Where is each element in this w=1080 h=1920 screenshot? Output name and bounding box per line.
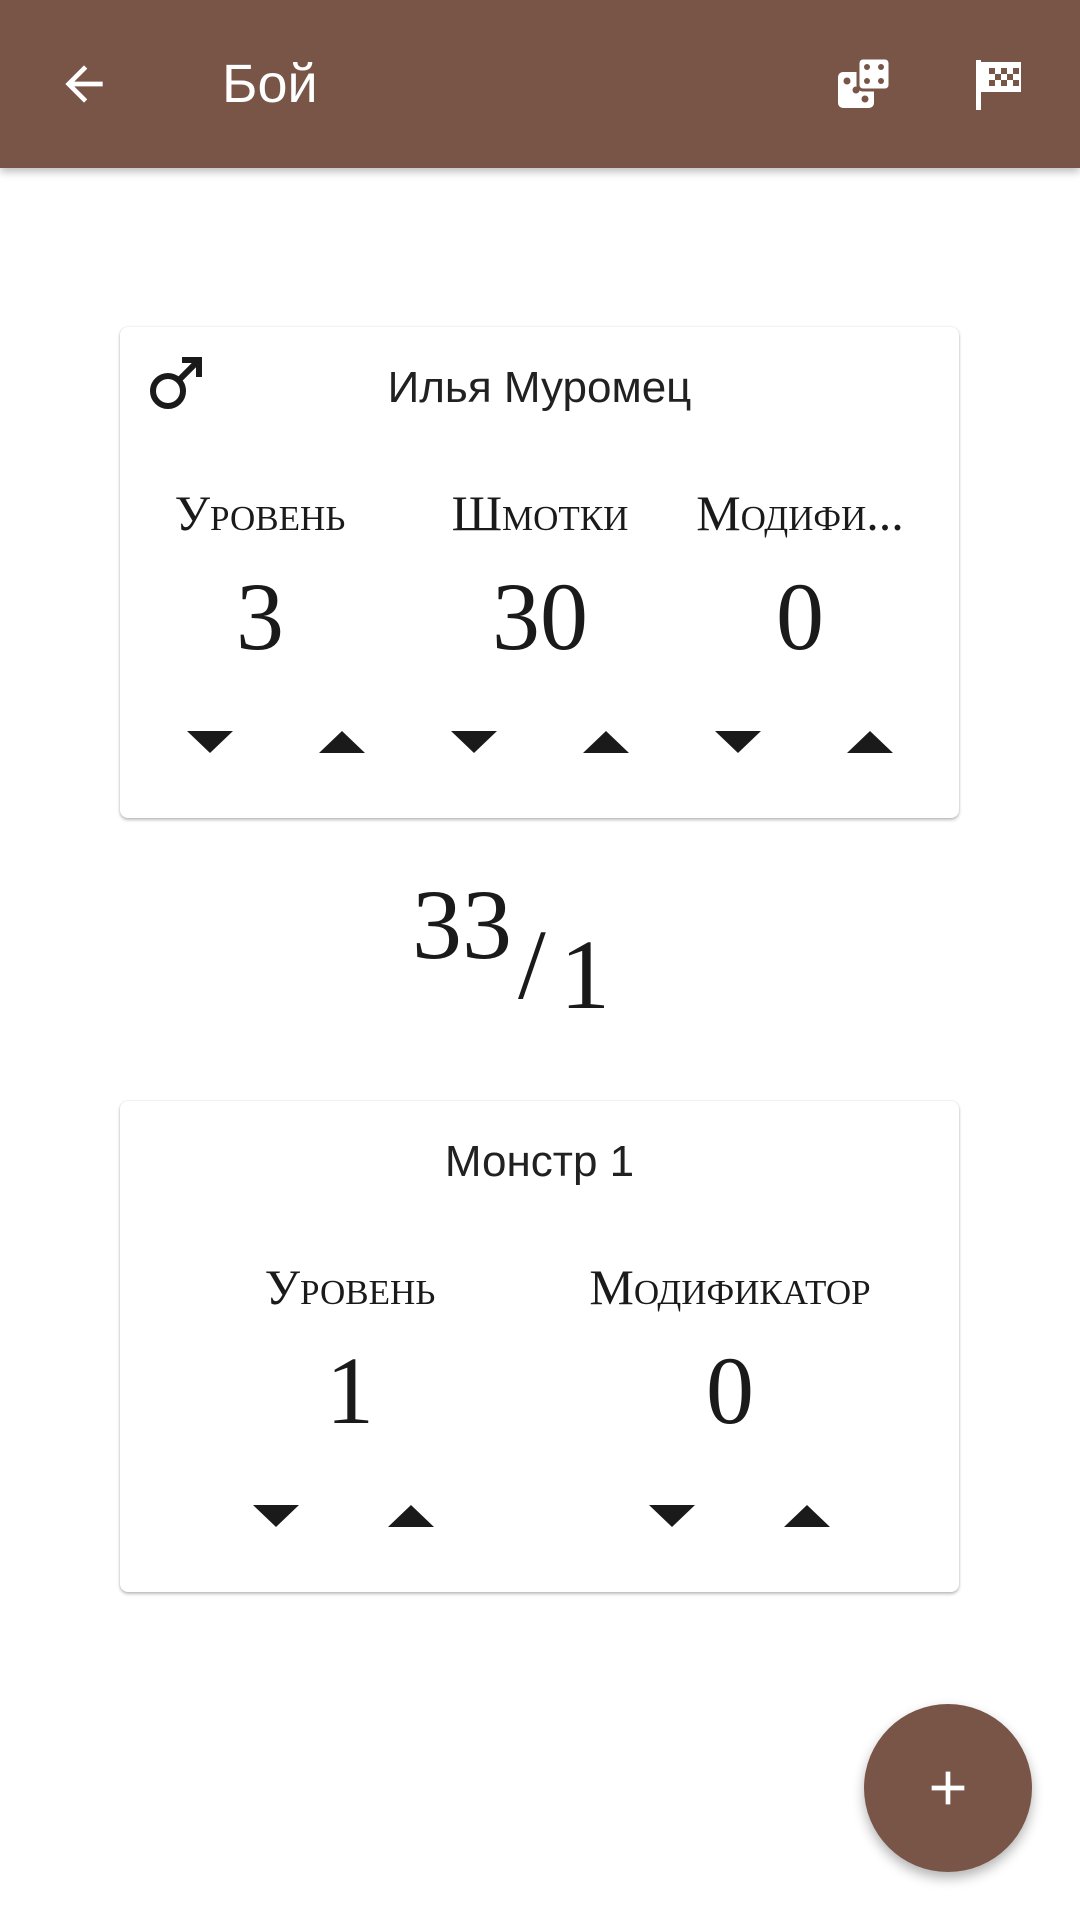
monster-name: Монстр 1: [444, 1137, 635, 1186]
monster-modifier-value: 0: [706, 1337, 754, 1444]
monster-modifier-increase-button[interactable]: [777, 1496, 837, 1536]
hero-modifier-value: 0: [776, 563, 824, 670]
hero-level-increase-button[interactable]: [312, 722, 372, 762]
monster-card[interactable]: [120, 1101, 959, 1592]
monster-level-increase-button[interactable]: [381, 1496, 441, 1536]
arrow-down-icon: [715, 731, 761, 753]
hero-modifier-label: Модифи...: [696, 485, 904, 541]
monster-level-decrease-button[interactable]: [246, 1496, 306, 1536]
roll-dice-button[interactable]: [832, 52, 896, 116]
app-bar: [0, 0, 1080, 168]
monster-level-value: 1: [326, 1337, 374, 1444]
hero-strength: 33: [412, 869, 512, 980]
arrow-up-icon: [388, 1505, 434, 1527]
arrow-down-icon: [451, 731, 497, 753]
arrow-down-icon: [253, 1505, 299, 1527]
arrow-down-icon: [187, 731, 233, 753]
score-separator: /: [518, 909, 546, 1020]
monster-level-label: Уровень: [264, 1259, 436, 1315]
hero-modifier-decrease-button[interactable]: [708, 722, 768, 762]
hero-modifier-increase-button[interactable]: [840, 722, 900, 762]
arrow-down-icon: [649, 1505, 695, 1527]
arrow-up-icon: [784, 1505, 830, 1527]
monster-modifier-label: Модификатор: [589, 1259, 871, 1315]
arrow-up-icon: [319, 731, 365, 753]
hero-level-label: Уровень: [174, 485, 346, 541]
hero-name: Илья Муромец: [387, 363, 692, 412]
back-button[interactable]: [52, 52, 116, 116]
monster-modifier-decrease-button[interactable]: [642, 1496, 702, 1536]
hero-gear-increase-button[interactable]: [576, 722, 636, 762]
hero-gear-value: 30: [492, 563, 588, 670]
arrow-up-icon: [583, 731, 629, 753]
finish-battle-button[interactable]: [966, 52, 1030, 116]
checkered-flag-icon: [970, 56, 1026, 112]
arrow-up-icon: [847, 731, 893, 753]
hero-gear-decrease-button[interactable]: [444, 722, 504, 762]
add-monster-button[interactable]: [864, 1704, 1032, 1872]
hero-level-decrease-button[interactable]: [180, 722, 240, 762]
combat-score: [400, 870, 680, 1030]
hero-gear-label: Шмотки: [451, 485, 629, 541]
hero-card[interactable]: [120, 327, 959, 818]
plus-icon: [920, 1760, 976, 1816]
hero-level-value: 3: [236, 563, 284, 670]
page-title: Бой: [222, 54, 318, 114]
dice-icon: [834, 54, 894, 114]
monster-strength: 1: [560, 919, 610, 1030]
arrow-back-icon: [56, 56, 112, 112]
